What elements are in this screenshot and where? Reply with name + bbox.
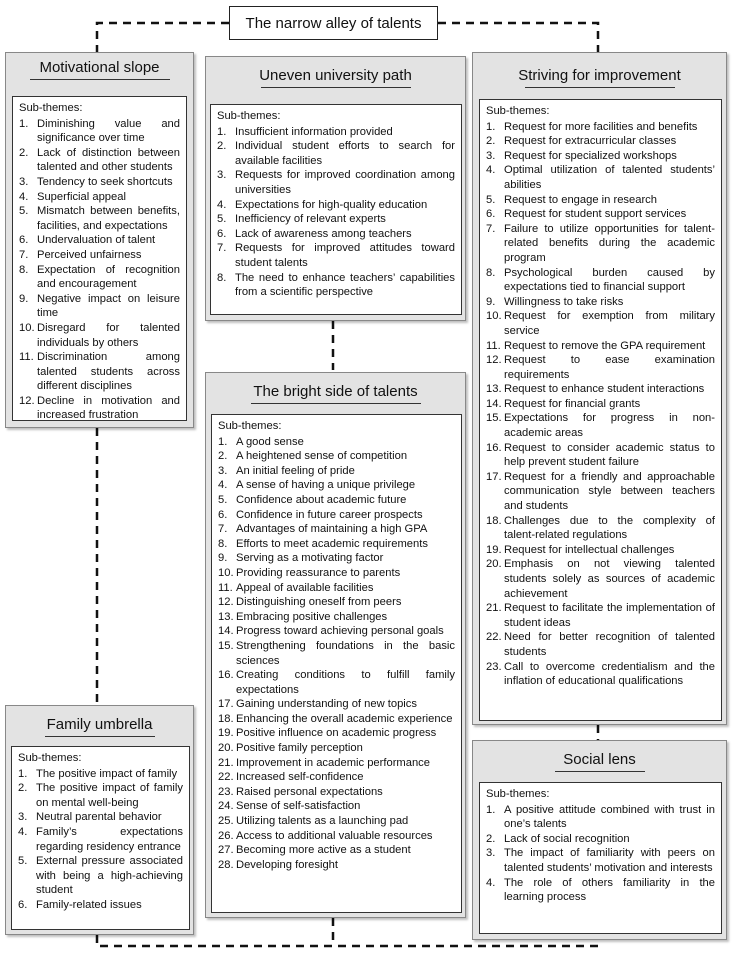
subtheme-number: 2.	[218, 450, 228, 463]
subtheme-text: Providing reassurance to parents	[236, 566, 401, 579]
subtheme-item	[486, 803, 715, 832]
subtheme-text: Requests for improved attitudes toward student talents	[235, 242, 455, 269]
subtheme-number: 2.	[18, 782, 28, 795]
subtheme-number: 11.	[218, 581, 233, 594]
subtheme-text: The positive impact of family	[36, 767, 178, 780]
subtheme-item	[218, 814, 455, 829]
subtheme-item	[486, 222, 715, 266]
subtheme-item	[218, 668, 455, 697]
subtheme-text: Appeal of available facilities	[236, 581, 374, 594]
subtheme-text: Positive family perception	[236, 742, 363, 755]
subtheme-text: Optimal utilization of talented students’ abilities	[504, 164, 715, 191]
subtheme-text: Developing foresight	[236, 858, 338, 871]
subthemes-box	[211, 414, 462, 913]
subtheme-item	[19, 263, 180, 292]
subthemes-box	[12, 96, 187, 421]
subtheme-item	[486, 557, 715, 601]
subtheme-item	[486, 134, 715, 149]
subtheme-number: 12.	[218, 596, 234, 609]
subtheme-item	[19, 175, 180, 190]
subtheme-text: Disregard for talented individuals by others	[37, 321, 180, 349]
subtheme-number: 5.	[217, 213, 227, 226]
subtheme-text: Request for more facilities and benefits	[504, 120, 698, 133]
title-underline	[525, 87, 675, 88]
subtheme-text: Expectations for high-quality education	[235, 198, 428, 211]
panel-social-lens	[472, 740, 727, 940]
subtheme-text: External pressure associated with being a high-achieving student	[36, 855, 183, 897]
subtheme-item	[218, 697, 455, 712]
subtheme-item	[18, 825, 183, 854]
subtheme-text: Request for student support services	[504, 208, 687, 221]
subtheme-number: 23.	[486, 660, 502, 673]
subtheme-text: Becoming more active as a student	[236, 844, 411, 857]
subtheme-number: 14.	[486, 397, 502, 410]
subtheme-number: 5.	[486, 193, 496, 206]
subtheme-text: Request to ease examination requirements	[504, 354, 715, 381]
title-underline	[251, 403, 421, 404]
subthemes-box	[479, 782, 722, 934]
subtheme-item	[486, 876, 715, 905]
subtheme-item	[218, 449, 455, 464]
subtheme-number: 14.	[218, 625, 234, 638]
subtheme-item	[218, 712, 455, 727]
subtheme-number: 26.	[218, 829, 234, 842]
subtheme-item	[218, 858, 455, 873]
subtheme-text: Improvement in academic performance	[236, 756, 431, 769]
subtheme-number: 18.	[218, 712, 234, 725]
subtheme-item	[19, 204, 180, 233]
subtheme-number: 12.	[486, 354, 502, 367]
subtheme-number: 6.	[19, 234, 29, 247]
subtheme-number: 5.	[19, 205, 29, 218]
subtheme-text: Emphasis on not viewing talented students solely as sources of academic achievement	[504, 558, 715, 600]
panel-title: Uneven university path	[259, 67, 412, 84]
subtheme-item	[486, 193, 715, 208]
subtheme-item	[218, 537, 455, 552]
subtheme-number: 8.	[19, 263, 29, 276]
subtheme-item	[18, 767, 183, 782]
subtheme-text: Request for specialized workshops	[504, 149, 677, 162]
subtheme-item	[218, 435, 455, 450]
subtheme-item	[486, 411, 715, 440]
subtheme-number: 12.	[19, 394, 35, 407]
subtheme-item	[486, 382, 715, 397]
title-underline	[45, 736, 155, 737]
title-underline	[261, 87, 411, 88]
subtheme-item	[486, 309, 715, 338]
subtheme-text: Diminishing value and significance over time	[37, 117, 180, 145]
subtheme-number: 8.	[486, 266, 496, 279]
subtheme-item	[19, 350, 180, 394]
subtheme-item	[218, 566, 455, 581]
subtheme-text: Willingness to take risks	[504, 295, 624, 308]
subtheme-item	[218, 464, 455, 479]
subtheme-number: 2.	[19, 146, 29, 159]
subtheme-item	[218, 551, 455, 566]
subtheme-item	[218, 595, 455, 610]
subtheme-item	[486, 630, 715, 659]
subtheme-item	[19, 292, 180, 321]
subtheme-number: 4.	[18, 825, 28, 838]
subtheme-item	[218, 726, 455, 741]
subtheme-text: The positive impact of family on mental well-being	[36, 782, 183, 809]
title-underline	[30, 79, 170, 80]
subtheme-number: 7.	[218, 523, 228, 536]
subtheme-text: Family’s expectations regarding residency entrance	[36, 825, 183, 853]
subtheme-number: 10.	[486, 310, 502, 323]
subtheme-number: 16.	[218, 669, 234, 682]
subtheme-number: 22.	[486, 631, 502, 644]
subtheme-number: 10.	[218, 566, 234, 579]
subtheme-text: Negative impact on leisure time	[37, 292, 180, 320]
subthemes-list	[218, 435, 455, 873]
subtheme-number: 4.	[486, 164, 496, 177]
subtheme-item	[217, 212, 455, 227]
subtheme-number: 13.	[486, 383, 502, 396]
subtheme-text: Psychological burden caused by expectations tied to financial support	[504, 266, 715, 294]
subtheme-text: Confidence in future career prospects	[236, 508, 423, 521]
subtheme-text: Individual student efforts to search for available facilities	[235, 140, 455, 167]
panel-title: The bright side of talents	[253, 383, 418, 400]
subtheme-number: 1.	[18, 767, 28, 780]
subtheme-text: Superficial appeal	[37, 190, 126, 203]
subtheme-number: 2.	[486, 832, 496, 845]
subtheme-text: Embracing positive challenges	[236, 610, 388, 623]
subthemes-label: Sub-themes:	[19, 102, 83, 114]
subtheme-text: The role of others familiarity in the learning process	[504, 876, 715, 904]
subtheme-number: 19.	[218, 727, 234, 740]
panel-motivational-slope	[5, 52, 194, 428]
subthemes-box	[11, 746, 190, 930]
subthemes-list	[217, 125, 455, 300]
subtheme-item	[19, 321, 180, 350]
subtheme-number: 4.	[217, 198, 227, 211]
subtheme-text: The need to enhance teachers’ capabilities from a scientific perspective	[235, 271, 455, 299]
subtheme-number: 4.	[19, 190, 29, 203]
panel-family-umbrella	[5, 705, 194, 935]
subtheme-text: Positive influence on academic progress	[236, 727, 437, 740]
subtheme-item	[217, 168, 455, 197]
subthemes-box	[479, 99, 722, 721]
subtheme-number: 20.	[218, 742, 234, 755]
subtheme-number: 21.	[486, 602, 502, 615]
subtheme-text: A good sense	[236, 435, 304, 448]
subtheme-item	[486, 601, 715, 630]
subtheme-item	[218, 610, 455, 625]
subtheme-number: 6.	[18, 898, 28, 911]
subtheme-text: Request to facilitate the implementation of student ideas	[504, 602, 715, 629]
subtheme-number: 3.	[19, 175, 29, 188]
title-underline	[555, 771, 645, 772]
subtheme-text: Progress toward achieving personal goals	[236, 625, 444, 638]
subtheme-number: 4.	[486, 876, 496, 889]
subtheme-item	[486, 470, 715, 514]
subtheme-number: 7.	[217, 242, 227, 255]
panel-bright-side-of-talents	[205, 372, 466, 918]
subtheme-number: 11.	[486, 339, 501, 352]
subtheme-text: Need for better recognition of talented students	[504, 631, 715, 658]
subtheme-item	[218, 522, 455, 537]
subtheme-item	[217, 271, 455, 300]
subtheme-item	[217, 198, 455, 213]
subtheme-text: Failure to utilize opportunities for talent-related benefits during the academic program	[504, 222, 715, 264]
subtheme-item	[218, 829, 455, 844]
subtheme-item	[486, 295, 715, 310]
subtheme-text: Lack of distinction between talented and other students	[37, 146, 180, 174]
subtheme-text: Request for exemption from military service	[504, 310, 715, 337]
subthemes-label: Sub-themes:	[217, 110, 281, 122]
subtheme-number: 1.	[486, 120, 496, 133]
subtheme-item	[486, 397, 715, 412]
subtheme-item	[18, 781, 183, 810]
subtheme-number: 9.	[486, 295, 496, 308]
subtheme-number: 18.	[486, 514, 502, 527]
subtheme-item	[218, 493, 455, 508]
subtheme-item	[217, 125, 455, 140]
subtheme-item	[19, 394, 180, 423]
subtheme-item	[486, 353, 715, 382]
subtheme-item	[19, 117, 180, 146]
subtheme-text: Call to overcome credentialism and the inflation of educational qualifications	[504, 660, 715, 688]
subtheme-number: 3.	[18, 811, 28, 824]
subtheme-item	[19, 233, 180, 248]
subtheme-item	[486, 832, 715, 847]
subtheme-number: 17.	[218, 698, 234, 711]
subtheme-text: Strengthening foundations in the basic sciences	[236, 639, 455, 667]
subtheme-item	[18, 810, 183, 825]
subtheme-text: Request to engage in research	[504, 193, 657, 206]
subtheme-text: A positive attitude combined with trust in one’s talents	[504, 803, 715, 831]
subtheme-item	[218, 581, 455, 596]
subtheme-item	[19, 146, 180, 175]
subtheme-text: The impact of familiarity with peers on talented students’ motivation and interests	[504, 847, 715, 874]
subtheme-number: 22.	[218, 771, 234, 784]
subtheme-item	[486, 207, 715, 222]
subtheme-text: Utilizing talents as a launching pad	[236, 815, 409, 828]
subtheme-text: Request for a friendly and approachable communication style between teachers and students	[504, 470, 715, 513]
subthemes-list	[18, 767, 183, 913]
subtheme-item	[218, 843, 455, 858]
subtheme-item	[486, 514, 715, 543]
panel-title: Family umbrella	[46, 716, 153, 733]
subtheme-text: Challenges due to the complexity of talent-related regulations	[504, 514, 715, 542]
subtheme-text: Enhancing the overall academic experience	[236, 712, 453, 725]
subtheme-text: Request to enhance student interactions	[504, 383, 705, 396]
subtheme-item	[218, 785, 455, 800]
subtheme-text: Lack of social recognition	[504, 832, 630, 845]
subtheme-number: 15.	[486, 412, 502, 425]
subtheme-item	[486, 163, 715, 192]
panel-title: Social lens	[563, 751, 636, 768]
subtheme-number: 9.	[19, 292, 29, 305]
subtheme-item	[218, 478, 455, 493]
subtheme-number: 7.	[19, 248, 29, 261]
subtheme-item	[486, 846, 715, 875]
subtheme-text: Request to consider academic status to help prevent student failure	[504, 441, 715, 469]
subthemes-list	[486, 803, 715, 905]
subtheme-item	[218, 799, 455, 814]
subtheme-item	[19, 190, 180, 205]
subtheme-number: 13.	[218, 610, 234, 623]
subtheme-number: 25.	[218, 815, 234, 828]
subtheme-item	[18, 898, 183, 913]
panel-uneven-university-path	[205, 56, 466, 321]
subtheme-number: 15.	[218, 639, 234, 652]
subtheme-text: Serving as a motivating factor	[236, 552, 384, 565]
subtheme-item	[486, 339, 715, 354]
subtheme-text: Distinguishing oneself from peers	[236, 596, 402, 609]
subtheme-text: A sense of having a unique privilege	[236, 479, 416, 492]
subtheme-item	[486, 441, 715, 470]
subtheme-text: Insufficient information provided	[235, 125, 393, 138]
subtheme-text: Raised personal expectations	[236, 785, 383, 798]
subtheme-number: 3.	[486, 847, 496, 860]
subtheme-number: 3.	[217, 169, 227, 182]
subthemes-label: Sub-themes:	[486, 788, 550, 800]
subtheme-number: 1.	[486, 803, 496, 816]
subtheme-number: 20.	[486, 558, 502, 571]
subtheme-number: 4.	[218, 479, 228, 492]
subtheme-number: 23.	[218, 785, 234, 798]
subtheme-text: Decline in motivation and increased frustration	[37, 394, 180, 422]
subtheme-text: Advantages of maintaining a high GPA	[236, 523, 428, 536]
subtheme-number: 6.	[486, 208, 496, 221]
subtheme-text: Tendency to seek shortcuts	[37, 175, 173, 188]
central-theme-title: The narrow alley of talents	[229, 6, 438, 40]
subthemes-list	[486, 120, 715, 689]
subtheme-item	[218, 639, 455, 668]
subtheme-item	[486, 120, 715, 135]
subthemes-label: Sub-themes:	[218, 420, 282, 432]
subthemes-list	[19, 117, 180, 423]
subtheme-item	[18, 854, 183, 898]
subtheme-number: 6.	[217, 227, 227, 240]
subtheme-item	[218, 756, 455, 771]
subtheme-item	[218, 624, 455, 639]
subtheme-item	[486, 149, 715, 164]
subtheme-number: 9.	[218, 552, 228, 565]
subtheme-text: Creating conditions to fulfill family expectations	[236, 669, 455, 696]
subtheme-number: 24.	[218, 800, 234, 813]
subtheme-text: Requests for improved coordination among universities	[235, 169, 455, 196]
subtheme-number: 3.	[486, 149, 496, 162]
subtheme-item	[19, 248, 180, 263]
subtheme-text: Request for intellectual challenges	[504, 543, 675, 556]
subtheme-item	[218, 508, 455, 523]
subtheme-text: Inefficiency of relevant experts	[235, 213, 386, 226]
subtheme-text: Perceived unfairness	[37, 248, 142, 261]
subtheme-number: 1.	[19, 117, 29, 130]
subtheme-number: 5.	[18, 855, 28, 868]
subtheme-number: 3.	[218, 464, 228, 477]
subtheme-item	[218, 770, 455, 785]
subtheme-item	[486, 660, 715, 689]
subtheme-number: 19.	[486, 543, 502, 556]
subtheme-number: 5.	[218, 493, 228, 506]
subtheme-number: 2.	[217, 140, 227, 153]
subtheme-text: Expectations for progress in non-academic areas	[504, 412, 715, 440]
subtheme-text: Mismatch between benefits, facilities, and expectations	[37, 205, 180, 232]
subtheme-item	[217, 139, 455, 168]
subtheme-text: Request for financial grants	[504, 397, 641, 410]
subthemes-box	[210, 104, 462, 315]
subtheme-text: Sense of self-satisfaction	[236, 800, 361, 813]
subtheme-text: Access to additional valuable resources	[236, 829, 433, 842]
subtheme-item	[486, 266, 715, 295]
panel-title: Motivational slope	[39, 59, 160, 76]
subtheme-number: 16.	[486, 441, 502, 454]
subtheme-number: 11.	[19, 351, 34, 364]
subtheme-number: 1.	[218, 435, 228, 448]
subtheme-text: Expectation of recognition and encouragement	[37, 263, 180, 291]
subtheme-text: Efforts to meet academic requirements	[236, 537, 428, 550]
subtheme-number: 27.	[218, 844, 234, 857]
subtheme-number: 2.	[486, 135, 496, 148]
subtheme-number: 6.	[218, 508, 228, 521]
subtheme-number: 10.	[19, 321, 35, 334]
subtheme-number: 8.	[218, 537, 228, 550]
subtheme-item	[217, 227, 455, 242]
subtheme-text: A heightened sense of competition	[236, 450, 408, 463]
subtheme-number: 7.	[486, 222, 496, 235]
subtheme-text: Confidence about academic future	[236, 493, 407, 506]
subtheme-text: Lack of awareness among teachers	[235, 227, 412, 240]
subtheme-number: 17.	[486, 470, 502, 483]
subtheme-number: 1.	[217, 125, 227, 138]
subtheme-number: 8.	[217, 271, 227, 284]
subthemes-label: Sub-themes:	[486, 105, 550, 117]
subtheme-number: 28.	[218, 858, 234, 871]
subtheme-number: 21.	[218, 756, 234, 769]
panel-striving-for-improvement	[472, 52, 727, 725]
subtheme-text: Undervaluation of talent	[37, 234, 156, 247]
subtheme-text: Gaining understanding of new topics	[236, 698, 417, 711]
subtheme-item	[218, 741, 455, 756]
panel-title: Striving for improvement	[518, 67, 681, 84]
subtheme-text: Request to remove the GPA requirement	[504, 339, 706, 352]
subtheme-text: Discrimination among talented students across different disciplines	[37, 351, 180, 393]
subtheme-text: An initial feeling of pride	[236, 464, 355, 477]
subtheme-text: Family-related issues	[36, 898, 142, 911]
subtheme-text: Request for extracurricular classes	[504, 135, 677, 148]
subtheme-text: Increased self-confidence	[236, 771, 364, 784]
subtheme-item	[486, 543, 715, 558]
subtheme-item	[217, 241, 455, 270]
subthemes-label: Sub-themes:	[18, 752, 82, 764]
subtheme-text: Neutral parental behavior	[36, 811, 162, 824]
